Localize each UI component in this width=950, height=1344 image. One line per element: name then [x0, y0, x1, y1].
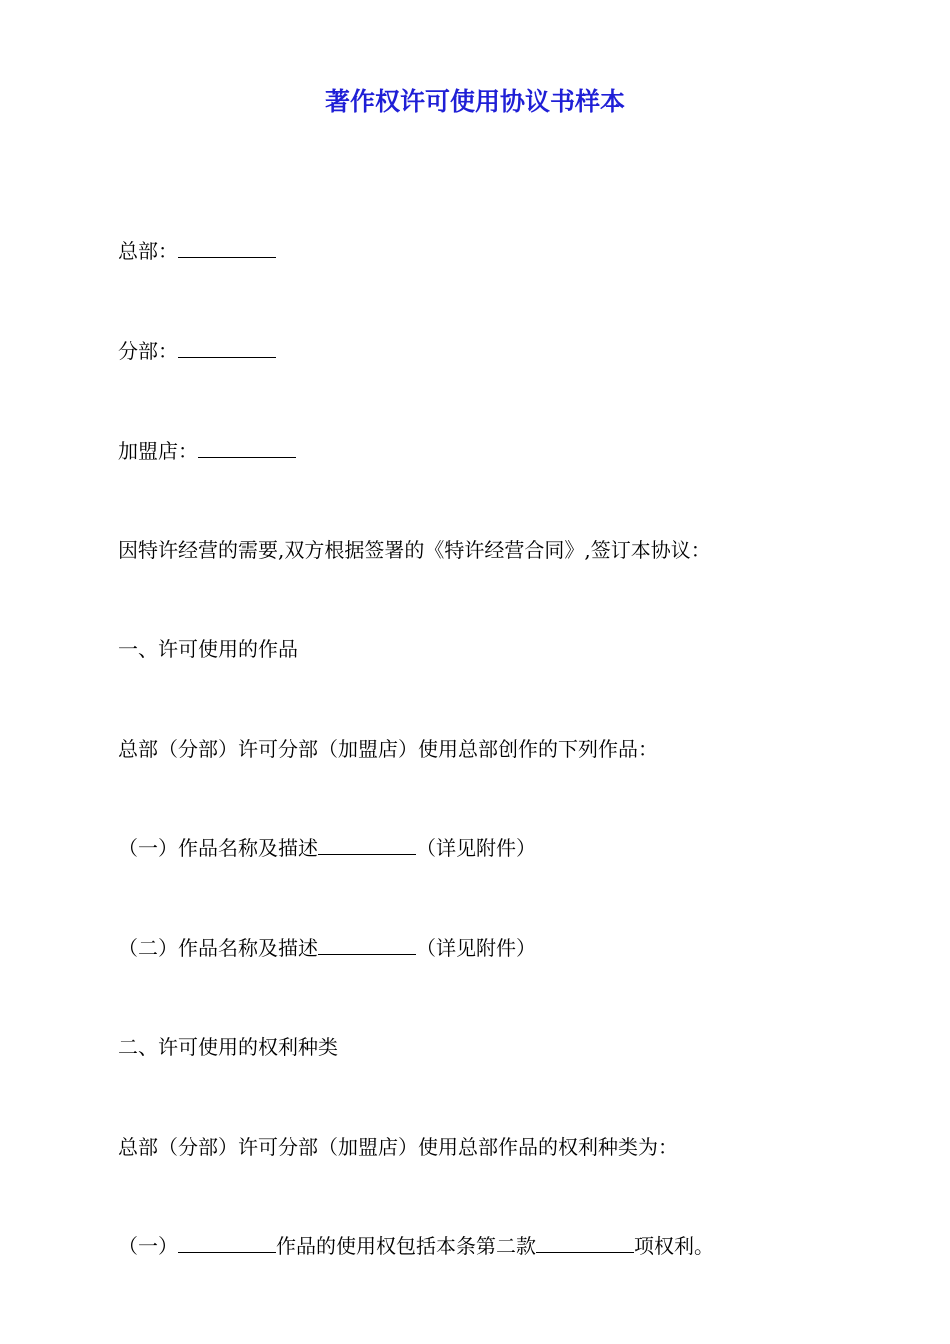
- branch-label: 分部：: [118, 339, 178, 363]
- document-title: 著作权许可使用协议书样本: [324, 87, 625, 116]
- section1-item1-prefix: （一）作品名称及描述: [118, 836, 318, 860]
- section2-item1-suffix: 项权利。: [634, 1234, 714, 1258]
- section2-item1-blank-a[interactable]: [178, 1232, 276, 1253]
- section1-heading: 一、许可使用的作品: [118, 637, 298, 661]
- section2-heading: 二、许可使用的权利种类: [118, 1035, 338, 1059]
- section1-item2-blank[interactable]: [318, 934, 416, 955]
- section1-item2: [118, 933, 536, 963]
- headquarters-label: 总部：: [118, 239, 178, 263]
- headquarters-field: [118, 236, 276, 266]
- section2-item1-blank-b[interactable]: [536, 1232, 634, 1253]
- franchise-blank[interactable]: [198, 437, 296, 458]
- branch-field: [118, 336, 276, 366]
- franchise-field: [118, 436, 296, 466]
- section1-item2-suffix: （详见附件）: [416, 936, 536, 960]
- franchise-label: 加盟店：: [118, 439, 198, 463]
- branch-blank[interactable]: [178, 337, 276, 358]
- section2-item1-prefix: （一）: [118, 1234, 178, 1258]
- headquarters-blank[interactable]: [178, 237, 276, 258]
- section2-item1-middle: 作品的使用权包括本条第二款: [276, 1234, 536, 1258]
- section1-item1-suffix: （详见附件）: [416, 836, 536, 860]
- section2-item1: [118, 1231, 714, 1261]
- intro-paragraph: 因特许经营的需要,双方根据签署的《特许经营合同》,签订本协议：: [118, 538, 711, 562]
- section1-item1: [118, 833, 536, 863]
- section1-item1-blank[interactable]: [318, 834, 416, 855]
- section1-item2-prefix: （二）作品名称及描述: [118, 936, 318, 960]
- section2-text: 总部（分部）许可分部（加盟店）使用总部作品的权利种类为：: [118, 1135, 678, 1159]
- section1-text: 总部（分部）许可分部（加盟店）使用总部创作的下列作品：: [118, 737, 658, 761]
